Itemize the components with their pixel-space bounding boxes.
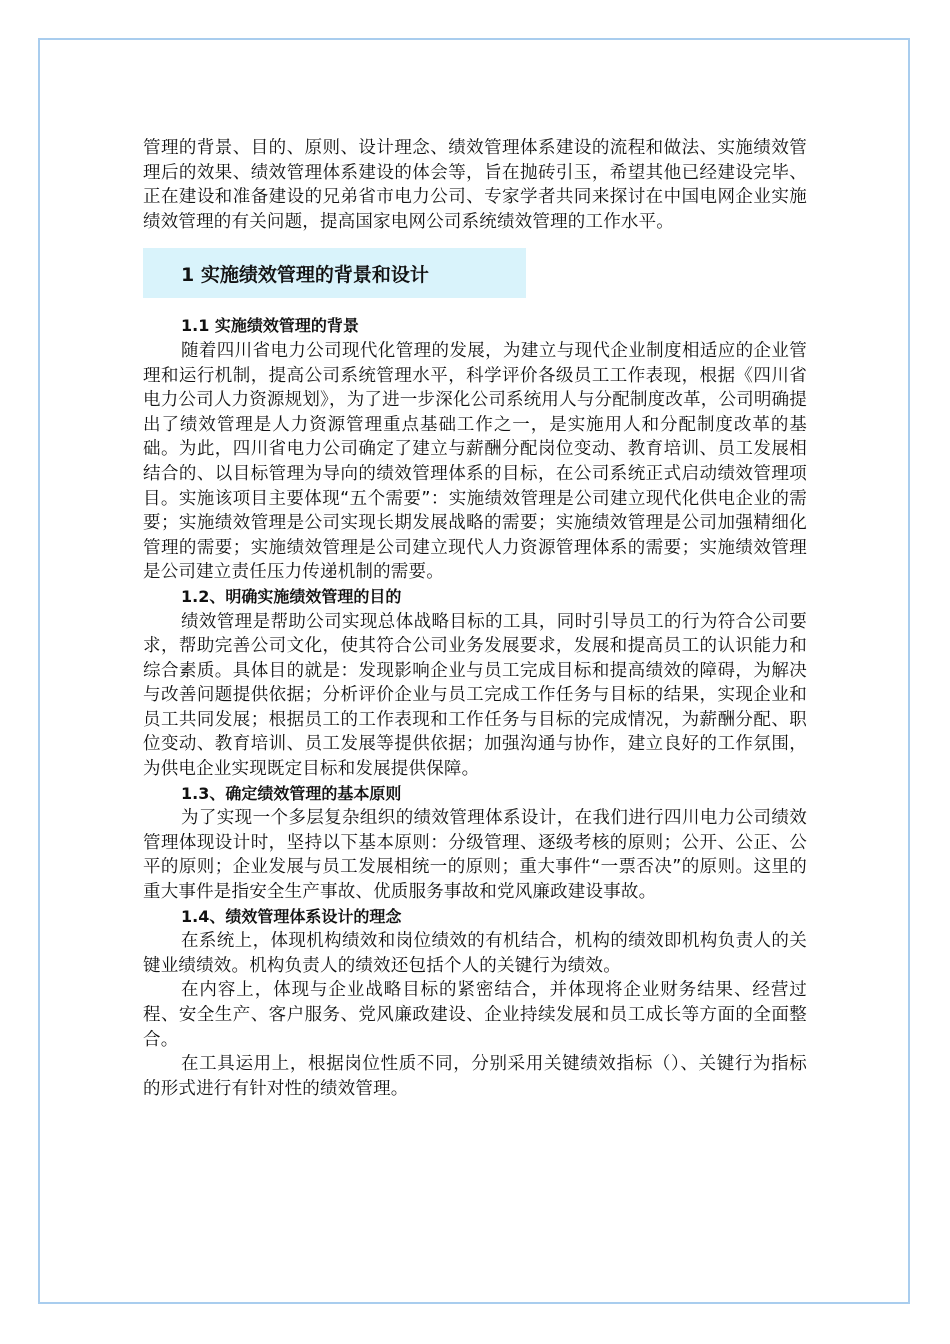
intro-paragraph: 管理的背景、目的、原则、设计理念、绩效管理体系建设的流程和做法、实施绩效管理后的效果、绩效管理体系建设的体会等，旨在抛砖引玉，希望其他已经建设完毕、正在建设和准备建设的兄弟省市电力公司、专家学者共同来探讨在中国电网企业实施绩效管理的有关问题，提高国家电网公司系统绩效管理的工作水平。 xyxy=(143,138,807,232)
subsection-heading-1-3: 1.3、确定绩效管理的基本原则 xyxy=(181,783,402,803)
paragraph-concept-system: 在系统上，体现机构绩效和岗位绩效的有机结合，机构的绩效即机构负责人的关键业绩绩效。机构负责人的绩效还包括个人的关键行为绩效。 xyxy=(143,931,807,976)
subsection-heading-1-4: 1.4、绩效管理体系设计的理念 xyxy=(181,906,402,926)
paragraph-background: 随着四川省电力公司现代化管理的发展，为建立与现代企业制度相适应的企业管理和运行机制，提高公司系统管理水平，科学评价各级员工工作表现，根据《四川省电力公司人力资源规划》，为了进一步深化公司系统用人与分配制度改革，公司明确提出了绩效管理是人力资源管理重点基础工作之一，是实施用人和分配制度改革的基础。为此，四川省电力公司确定了建立与薪酬分配岗位变动、教育培训、员工发展相结合的、以目标管理为导向的绩效管理体系的目标，在公司系统正式启动绩效管理项目。实施该项目主要体现“五个需要”：实施绩效管理是公司建立现代化供电企业的需要；实施绩效管理是公司实现长期发展战略的需要；实施绩效管理是公司加强精细化管理的需要；实施绩效管理是公司建立现代人力资源管理体系的需要；实施绩效管理是公司建立责任压力传递机制的需要。 xyxy=(143,340,807,583)
document-body xyxy=(143,136,807,1101)
paragraph-purpose: 绩效管理是帮助公司实现总体战略目标的工具，同时引导员工的行为符合公司要求，帮助完善公司文化，使其符合公司业务发展要求，发展和提高员工的认识能力和综合素质。具体目的就是：发现影响企业与员工完成目标和提高绩效的障碍，为解决与改善问题提供依据；分析评价企业与员工完成工作任务与目标的结果，实现企业和员工共同发展；根据员工的工作表现和工作任务与目标的完成情况，为薪酬分配、职位变动、教育培训、员工发展等提供依据；加强沟通与协作，建立良好的工作氛围，为供电企业实现既定目标和发展提供保障。 xyxy=(143,611,807,780)
subsection-heading-1-2: 1.2、明确实施绩效管理的目的 xyxy=(181,586,402,606)
paragraph-principles: 为了实现一个多层复杂组织的绩效管理体系设计，在我们进行四川电力公司绩效管理体现设计时，坚持以下基本原则：分级管理、逐级考核的原则；公开、公正、公平的原则；企业发展与员工发展相统一的原则；重大事件“一票否决”的原则。这里的重大事件是指安全生产事故、优质服务事故和党风廉政建设事故。 xyxy=(143,808,807,903)
section-title: 1 实施绩效管理的背景和设计 xyxy=(181,263,429,286)
paragraph-concept-tools: 在工具运用上，根据岗位性质不同，分别采用关键绩效指标（）、关键行为指标的形式进行有针对性的绩效管理。 xyxy=(143,1054,807,1099)
subsection-heading-1-1: 1.1 实施绩效管理的背景 xyxy=(181,316,359,336)
section-heading-box xyxy=(143,248,526,298)
paragraph-concept-content: 在内容上，体现与企业战略目标的紧密结合，并体现将企业财务结果、经营过程、安全生产、客户服务、党风廉政建设、企业持续发展和员工成长等方面的全面整合。 xyxy=(143,980,807,1050)
